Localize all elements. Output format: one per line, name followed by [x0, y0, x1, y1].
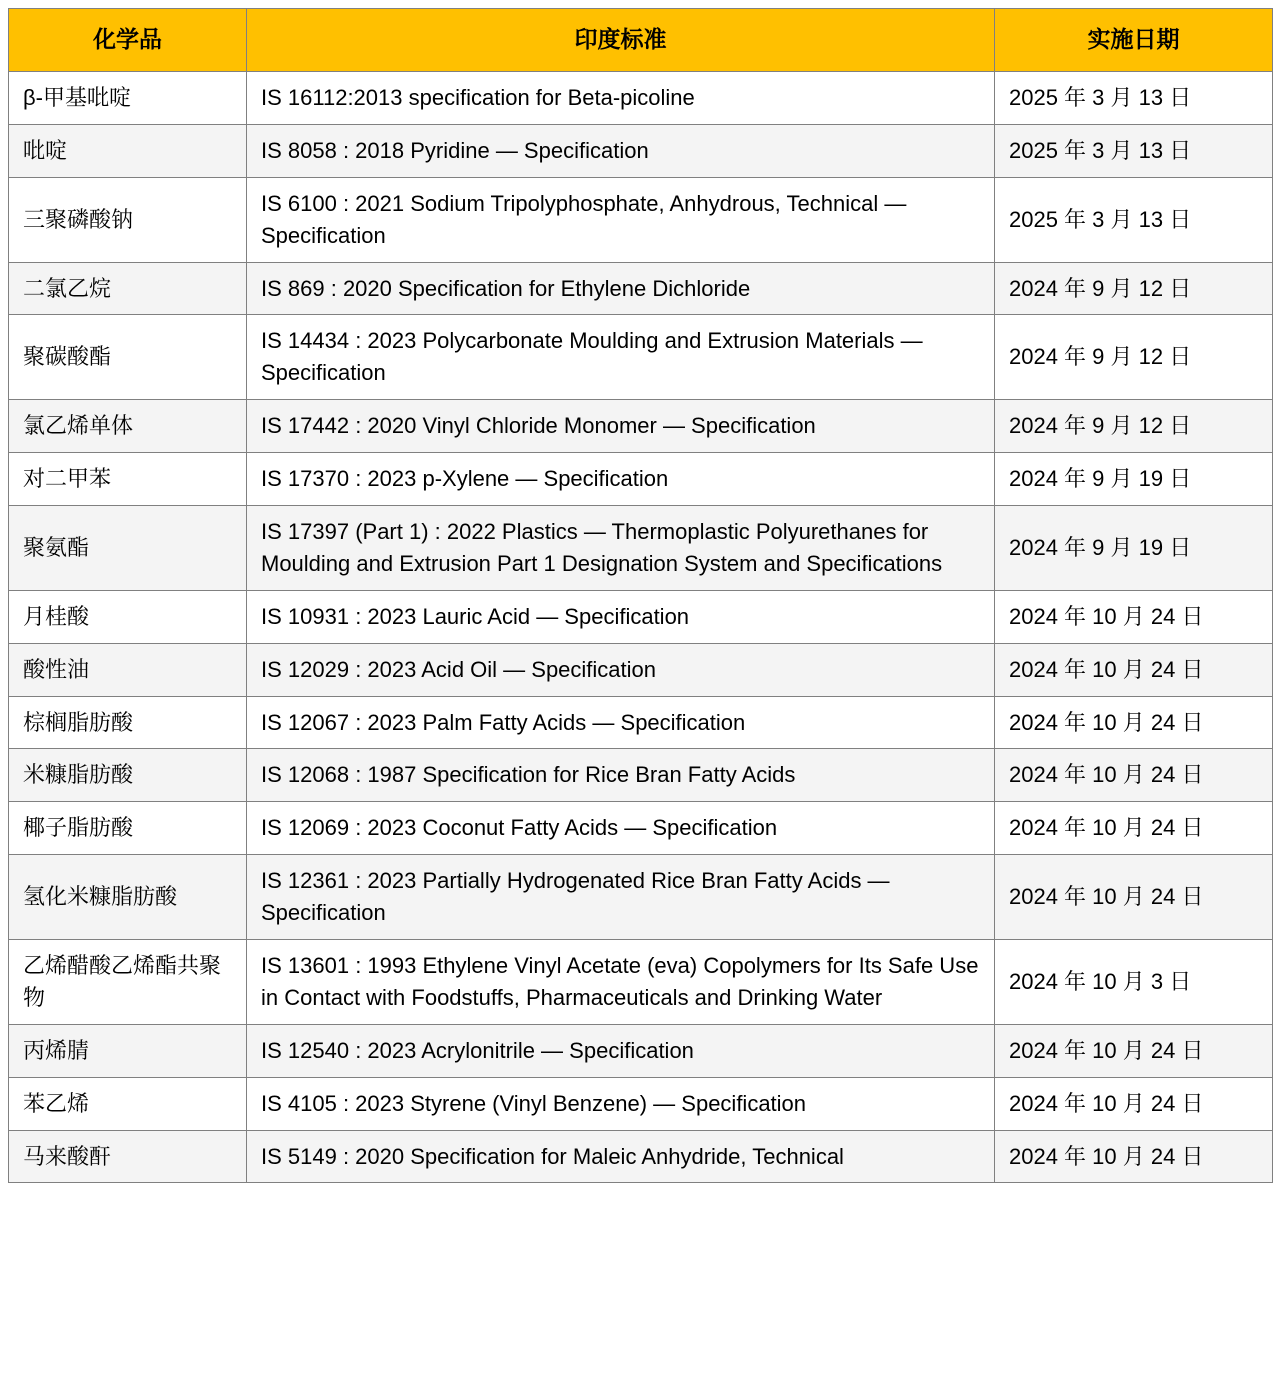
- table-row: [9, 749, 1273, 802]
- cell-date: 2025 年 3 月 13 日: [995, 72, 1273, 125]
- cell-chemical: 椰子脂肪酸: [9, 802, 247, 855]
- table-body: [9, 72, 1273, 1183]
- table-row: [9, 1130, 1273, 1183]
- cell-date: 2024 年 10 月 24 日: [995, 1024, 1273, 1077]
- table-row: [9, 400, 1273, 453]
- india-standards-table: [8, 8, 1273, 1183]
- table-header-row: [9, 9, 1273, 72]
- cell-chemical: 氯乙烯单体: [9, 400, 247, 453]
- table-header: [9, 9, 1273, 72]
- cell-standard: IS 12540 : 2023 Acrylonitrile — Specification: [247, 1024, 995, 1077]
- cell-standard: IS 12067 : 2023 Palm Fatty Acids — Specification: [247, 696, 995, 749]
- cell-date: 2024 年 10 月 24 日: [995, 749, 1273, 802]
- cell-standard: IS 5149 : 2020 Specification for Maleic Anhydride, Technical: [247, 1130, 995, 1183]
- cell-chemical: β-甲基吡啶: [9, 72, 247, 125]
- table-row: [9, 696, 1273, 749]
- cell-chemical: 乙烯醋酸乙烯酯共聚物: [9, 940, 247, 1025]
- cell-chemical: 马来酸酐: [9, 1130, 247, 1183]
- cell-standard: IS 17442 : 2020 Vinyl Chloride Monomer — Specification: [247, 400, 995, 453]
- table-row: [9, 124, 1273, 177]
- cell-chemical: 棕榈脂肪酸: [9, 696, 247, 749]
- cell-standard: IS 10931 : 2023 Lauric Acid — Specification: [247, 590, 995, 643]
- cell-date: 2024 年 10 月 24 日: [995, 1077, 1273, 1130]
- cell-chemical: 氢化米糠脂肪酸: [9, 855, 247, 940]
- cell-date: 2024 年 9 月 12 日: [995, 400, 1273, 453]
- table-row: [9, 802, 1273, 855]
- table-row: [9, 940, 1273, 1025]
- cell-date: 2024 年 10 月 24 日: [995, 590, 1273, 643]
- cell-date: 2024 年 10 月 24 日: [995, 643, 1273, 696]
- cell-standard: IS 12029 : 2023 Acid Oil — Specification: [247, 643, 995, 696]
- cell-chemical: 三聚磷酸钠: [9, 177, 247, 262]
- cell-chemical: 米糠脂肪酸: [9, 749, 247, 802]
- table-row: [9, 855, 1273, 940]
- cell-date: 2024 年 9 月 12 日: [995, 262, 1273, 315]
- table-row: [9, 590, 1273, 643]
- cell-standard: IS 17370 : 2023 p-Xylene — Specification: [247, 453, 995, 506]
- table-row: [9, 1024, 1273, 1077]
- cell-chemical: 苯乙烯: [9, 1077, 247, 1130]
- cell-chemical: 二氯乙烷: [9, 262, 247, 315]
- cell-date: 2024 年 10 月 24 日: [995, 696, 1273, 749]
- cell-standard: IS 6100 : 2021 Sodium Tripolyphosphate, Anhydrous, Technical — Specification: [247, 177, 995, 262]
- table-row: [9, 72, 1273, 125]
- cell-chemical: 酸性油: [9, 643, 247, 696]
- cell-standard: IS 16112:2013 specification for Beta-picoline: [247, 72, 995, 125]
- cell-chemical: 聚氨酯: [9, 506, 247, 591]
- cell-date: 2024 年 10 月 3 日: [995, 940, 1273, 1025]
- cell-chemical: 对二甲苯: [9, 453, 247, 506]
- table-row: [9, 453, 1273, 506]
- cell-date: 2024 年 9 月 19 日: [995, 506, 1273, 591]
- cell-chemical: 丙烯腈: [9, 1024, 247, 1077]
- cell-standard: IS 869 : 2020 Specification for Ethylene Dichloride: [247, 262, 995, 315]
- column-header-chemical: 化学品: [9, 9, 247, 72]
- column-header-date: 实施日期: [995, 9, 1273, 72]
- table-row: [9, 506, 1273, 591]
- cell-standard: IS 8058 : 2018 Pyridine — Specification: [247, 124, 995, 177]
- cell-standard: IS 17397 (Part 1) : 2022 Plastics — Thermoplastic Polyurethanes for Moulding and Extrusion Part 1 Designation System and Specifications: [247, 506, 995, 591]
- cell-date: 2025 年 3 月 13 日: [995, 177, 1273, 262]
- cell-date: 2024 年 10 月 24 日: [995, 802, 1273, 855]
- cell-standard: IS 13601 : 1993 Ethylene Vinyl Acetate (eva) Copolymers for Its Safe Use in Contact with Foodstuffs, Pharmaceuticals and Drinking Water: [247, 940, 995, 1025]
- cell-date: 2024 年 9 月 12 日: [995, 315, 1273, 400]
- cell-standard: IS 4105 : 2023 Styrene (Vinyl Benzene) — Specification: [247, 1077, 995, 1130]
- cell-standard: IS 12069 : 2023 Coconut Fatty Acids — Specification: [247, 802, 995, 855]
- cell-date: 2024 年 10 月 24 日: [995, 855, 1273, 940]
- table-row: [9, 1077, 1273, 1130]
- cell-chemical: 月桂酸: [9, 590, 247, 643]
- table-row: [9, 177, 1273, 262]
- table-row: [9, 643, 1273, 696]
- column-header-standard: 印度标准: [247, 9, 995, 72]
- cell-chemical: 吡啶: [9, 124, 247, 177]
- cell-standard: IS 14434 : 2023 Polycarbonate Moulding and Extrusion Materials — Specification: [247, 315, 995, 400]
- table-row: [9, 262, 1273, 315]
- cell-standard: IS 12361 : 2023 Partially Hydrogenated Rice Bran Fatty Acids — Specification: [247, 855, 995, 940]
- cell-date: 2024 年 10 月 24 日: [995, 1130, 1273, 1183]
- standards-table-container: [0, 8, 1280, 1183]
- cell-standard: IS 12068 : 1987 Specification for Rice Bran Fatty Acids: [247, 749, 995, 802]
- cell-date: 2025 年 3 月 13 日: [995, 124, 1273, 177]
- table-row: [9, 315, 1273, 400]
- cell-chemical: 聚碳酸酯: [9, 315, 247, 400]
- cell-date: 2024 年 9 月 19 日: [995, 453, 1273, 506]
